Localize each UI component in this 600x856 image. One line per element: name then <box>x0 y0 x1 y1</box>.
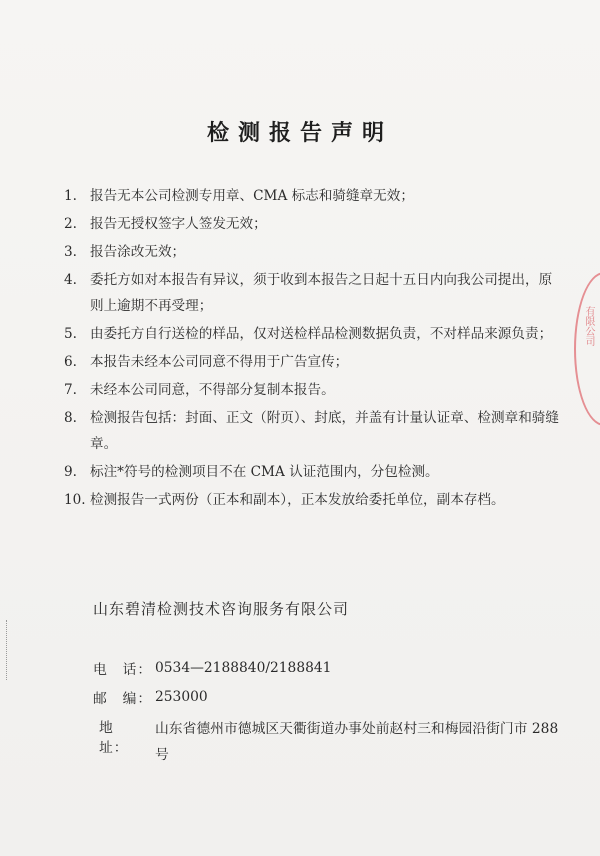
item-text: 未经本公司同意，不得部分复制本报告。 <box>90 382 335 398</box>
item-text: 标注*符号的检测项目不在 CMA 认证范围内，分包检测。 <box>90 464 439 480</box>
item-number: 10. <box>64 492 86 508</box>
list-item <box>64 377 564 403</box>
page-title: 检测报告声明 <box>206 121 393 146</box>
list-item <box>64 239 564 265</box>
phone-value: 0534—2188840/2188841 <box>155 660 332 676</box>
item-text: 检测报告一式两份（正本和副本），正本发放给委托单位，副本存档。 <box>90 492 505 508</box>
statement-list <box>64 183 564 515</box>
item-text: 报告涂改无效； <box>90 244 186 260</box>
list-item <box>64 349 564 375</box>
list-item <box>64 267 564 319</box>
item-number: 7. <box>64 382 77 398</box>
item-number: 1. <box>64 188 77 204</box>
item-number: 8. <box>64 410 77 426</box>
paper-mark <box>6 620 15 680</box>
item-text: 本报告未经本公司同意不得用于广告宣传； <box>90 354 349 370</box>
postcode-row <box>93 687 565 707</box>
postcode-value: 253000 <box>155 689 208 705</box>
seal-stamp <box>574 272 600 426</box>
list-item <box>64 321 564 347</box>
item-number: 6. <box>64 354 77 370</box>
item-text: 报告无本公司检测专用章、CMA 标志和骑缝章无效； <box>90 188 414 204</box>
item-text: 报告无授权签字人签发无效； <box>90 216 267 232</box>
address-label: 地 址： <box>99 720 129 756</box>
item-number: 3. <box>64 244 77 260</box>
phone-label: 电 话： <box>93 662 153 678</box>
item-number: 9. <box>64 464 77 480</box>
item-number: 2. <box>64 216 77 232</box>
list-item <box>64 459 564 485</box>
item-number: 4. <box>64 272 77 288</box>
item-text: 由委托方自行送检的样品，仅对送检样品检测数据负责，不对样品来源负责； <box>90 326 553 342</box>
postcode-label: 邮 编： <box>93 691 153 707</box>
item-text: 委托方如对本报告有异议，须于收到本报告之日起十五日内向我公司提出，原则上逾期不再受理； <box>90 272 553 314</box>
list-item <box>64 405 564 457</box>
list-item <box>64 487 564 513</box>
address-row <box>99 716 565 768</box>
phone-row <box>93 658 565 678</box>
address-value: 山东省德州市德城区天衢街道办事处前赵村三和梅园沿街门市 288 号 <box>155 721 559 763</box>
item-text: 检测报告包括：封面、正文（附页）、封底，并盖有计量认证章、检测章和骑缝章。 <box>90 410 559 452</box>
list-item <box>64 211 564 237</box>
seal-stamp-text: 有限公司 <box>583 306 594 346</box>
company-name: 山东碧清检测技术咨询服务有限公司 <box>93 600 350 618</box>
item-number: 5. <box>64 326 77 342</box>
list-item <box>64 183 564 209</box>
